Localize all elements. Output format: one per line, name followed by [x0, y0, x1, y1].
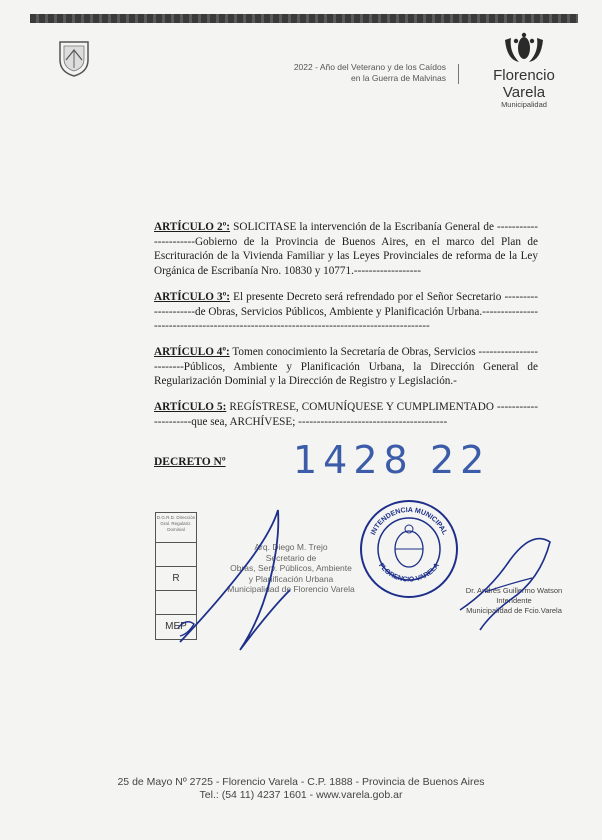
article-4 — [154, 345, 538, 389]
handwritten-signatures — [160, 500, 560, 660]
control-box-header: D.G.R.D. Dirección Gral. Regulariz. Dominial — [156, 513, 196, 543]
municipality-logo — [470, 32, 578, 109]
article-4-title: ARTÍCULO 4º: — [154, 346, 230, 358]
article-2 — [154, 220, 538, 278]
article-3-text: El presente Decreto será refrendado por el Señor Secretario --------------------de Obras, Servicios Públicos, Ambiente y Planificación Urbana.----------------------------------------------------------------------------------------- — [154, 291, 538, 332]
mayor-municipality: Municipalidad de Fcio.Varela — [466, 606, 562, 615]
logo-name: Florencio Varela — [493, 67, 555, 101]
article-2-text: SOLICITASE la intervención de la Escribanía General de ----------------------Gobierno de la Provincia de Buenos Aires, en el marco del Plan de Escrituración de la Vivienda Familiar y las Leyes Provinciales de reforma de la Ley Orgánica de Escribanía Nro. 10830 y 10771.------------------ — [154, 221, 539, 277]
secretary-dept2: y Planificación Urbana — [248, 573, 334, 584]
scan-top-edge — [30, 14, 578, 23]
seal-bottom-text: FLORENCIO VARELA — [377, 562, 441, 584]
motto-line2: en la Guerra de Malvinas — [351, 73, 446, 83]
decreto-label: DECRETO Nº — [154, 456, 226, 468]
secretary-municipality: Municipalidad de Florencio Varela — [227, 584, 355, 594]
mayor-role: Intendente — [496, 596, 532, 605]
article-5-text: REGÍSTRESE, COMUNÍQUESE Y CUMPLIMENTADO ---------------------que sea, ARCHÍVESE; ---------------------------------------- — [154, 401, 538, 428]
control-box-initials: MEP — [165, 621, 187, 632]
article-3-title: ARTÍCULO 3º: — [154, 291, 231, 303]
article-5-title: ARTÍCULO 5: — [154, 401, 227, 413]
seal-top-text: INTENDENCIA MUNICIPAL — [370, 506, 448, 537]
footer-address: 25 de Mayo Nº 2725 - Florencio Varela - C.P. 1888 - Provincia de Buenos Aires — [117, 776, 485, 788]
municipal-shield-icon — [58, 40, 90, 78]
header-divider — [458, 64, 459, 84]
header-motto — [240, 62, 446, 84]
decreto-number-stamp: 1428 — [293, 438, 414, 482]
decreto-year-stamp: 22 — [430, 438, 491, 482]
secretary-role: Secretario de — [265, 552, 317, 563]
secretary-name: Arq. Diego M. Trejo — [254, 542, 328, 552]
footer-contact: Tel.: (54 11) 4237 1601 - www.varela.gob.ar — [199, 789, 403, 801]
secretary-dept: Obras, Serv. Públicos, Ambiente — [230, 563, 352, 573]
logo-subtitle: Municipalidad — [501, 100, 547, 109]
florencio-varela-logo-icon — [501, 32, 547, 66]
mayor-name: Dr. Andrés Guillermo Watson — [465, 586, 563, 595]
motto-line1: 2022 - Año del Veterano y de los Caídos — [293, 62, 446, 72]
article-4-text: Tomen conocimiento la Secretaría de Obras, Servicios ------------------------Públicos, Ambiente y Planificación Urbana, la Dirección General de Regularización Dominial y la Dirección de Registro y Legislación.- — [154, 346, 538, 387]
control-box-initial: R — [156, 567, 196, 591]
article-2-title: ARTÍCULO 2º: — [154, 221, 231, 233]
article-5 — [154, 400, 538, 429]
article-3 — [154, 290, 538, 334]
